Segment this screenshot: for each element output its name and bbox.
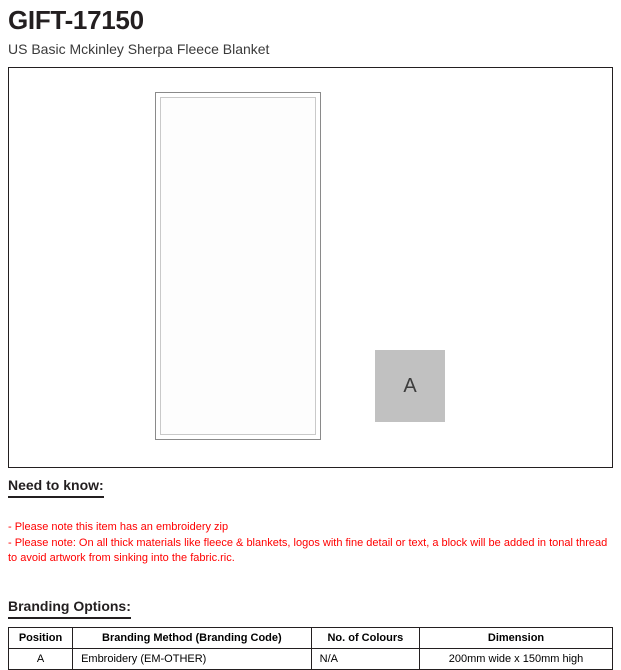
branding-options-table [8, 627, 613, 670]
product-name: US Basic Mckinley Sherpa Fleece Blanket [8, 40, 270, 57]
blanket-inner-outline [160, 97, 316, 435]
column-header-no-of-colours: No. of Colours [311, 627, 419, 648]
branding-options-title: Branding Options: [8, 597, 131, 618]
cell-position: A [9, 648, 73, 669]
branding-position-label: A [403, 374, 417, 397]
note-line: to avoid artwork from sinking into the fabric.ric. [8, 552, 235, 565]
need-to-know-title: Need to know: [8, 476, 104, 497]
artwork-preview-frame [8, 67, 613, 468]
column-header-position: Position [9, 627, 73, 648]
need-to-know-notes [8, 520, 613, 568]
branding-options-section [8, 589, 613, 669]
need-to-know-section [8, 468, 613, 567]
page-title: GIFT-17150 [8, 5, 144, 35]
table-row [9, 648, 613, 669]
cell-dimension: 200mm wide x 150mm high [420, 648, 613, 669]
product-spec-sheet [0, 6, 621, 669]
note-line: - Please note this item has an embroidery zip [8, 520, 229, 533]
note-line: - Please note: On all thick materials like fleece & blankets, logos with fine detail or text, a block will be added in tonal thread [8, 536, 608, 549]
cell-branding-method: Embroidery (EM-OTHER) [73, 648, 312, 669]
column-header-dimension: Dimension [420, 627, 613, 648]
table-header-row [9, 627, 613, 648]
blanket-outline [155, 92, 321, 440]
branding-position-marker-a [375, 350, 445, 422]
cell-no-of-colours: N/A [311, 648, 419, 669]
column-header-branding-method: Branding Method (Branding Code) [73, 627, 312, 648]
